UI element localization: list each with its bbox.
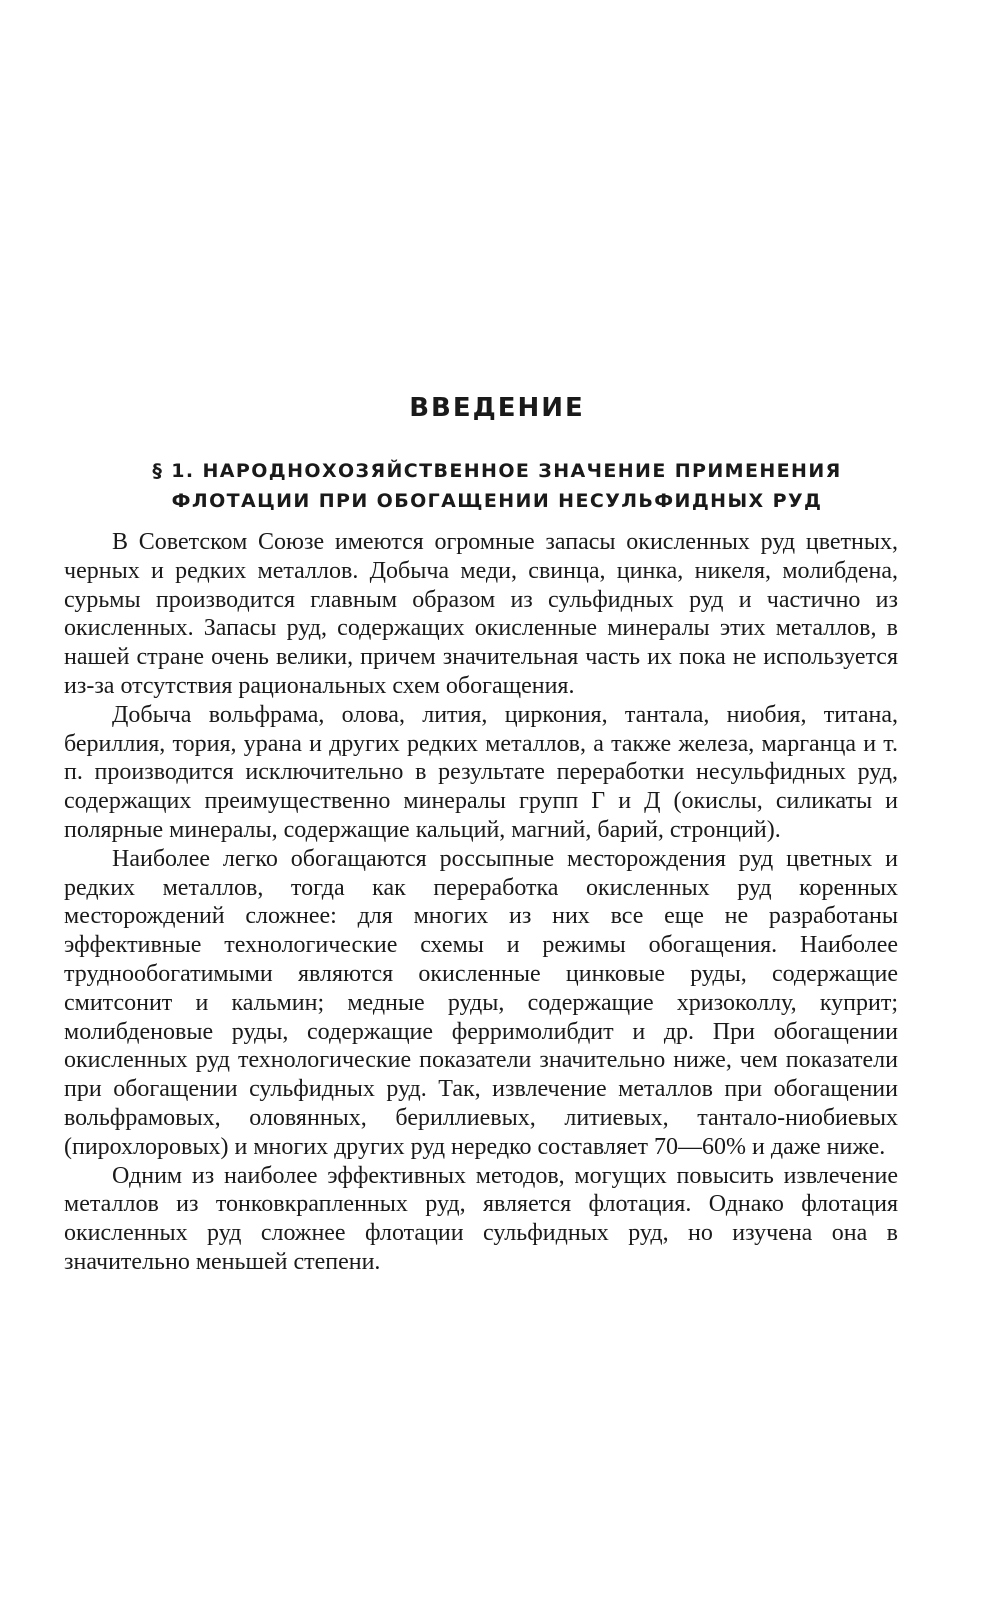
paragraph-4: Одним из наиболее эффективных методов, могущих повысить извлечение металлов из тонковкрапленных руд, является флотация. Однако флотация окисленных руд сложнее флотации сульфидных руд, но изучена она в значительно меньшей степени. <box>64 1162 898 1275</box>
chapter-title: ВВЕДЕНИЕ <box>409 393 585 423</box>
paragraph-2: Добыча вольфрама, олова, лития, циркония, тантала, ниобия, титана, бериллия, тория, урана и других редких металлов, а также железа, марганца и т. п. производится исключительно в результате переработки несульфидных руд, содержащих преимущественно минералы групп Г и Д (окислы, силикаты и полярные минералы, содержащие кальций, магний, барий, стронций). <box>64 701 898 843</box>
section-title <box>100 456 894 516</box>
body-text <box>64 528 898 1277</box>
section-title-line-1: § 1. НАРОДНОХОЗЯЙСТВЕННОЕ ЗНАЧЕНИЕ ПРИМЕНЕНИЯ <box>152 460 842 482</box>
paragraph-1: В Советском Союзе имеются огромные запасы окисленных руд цветных, черных и редких металлов. Добыча меди, свинца, цинка, никеля, молибдена, сурьмы производится главным образом из сульфидных руд и частично из окисленных. Запасы руд, содержащих окисленные минералы этих металлов, в нашей стране очень велики, причем значительная часть их пока не используется из-за отсутствия рациональных схем обогащения. <box>64 529 898 699</box>
section-title-line-2: ФЛОТАЦИИ ПРИ ОБОГАЩЕНИИ НЕСУЛЬФИДНЫХ РУД <box>171 490 823 512</box>
paragraph-3: Наиболее легко обогащаются россыпные месторождения руд цветных и редких металлов, тогда как переработка окисленных руд коренных месторождений сложнее: для многих из них все еще не разработаны эффективные технологические схемы и режимы обогащения. Наиболее труднообогатимыми являются окисленные цинковые руды, содержащие смитсонит и кальмин; медные руды, содержащие хризоколлу, куприт; молибденовые руды, содержащие ферримолибдит и др. При обогащении окисленных руд технологические показатели значительно ниже, чем показатели при обогащении сульфидных руд. Так, извлечение металлов при обогащении вольфрамовых, оловянных, бериллиевых, литиевых, тантало-ниобиевых (пирохлоровых) и многих других руд нередко составляет 70—60% и даже ниже. <box>64 845 898 1160</box>
